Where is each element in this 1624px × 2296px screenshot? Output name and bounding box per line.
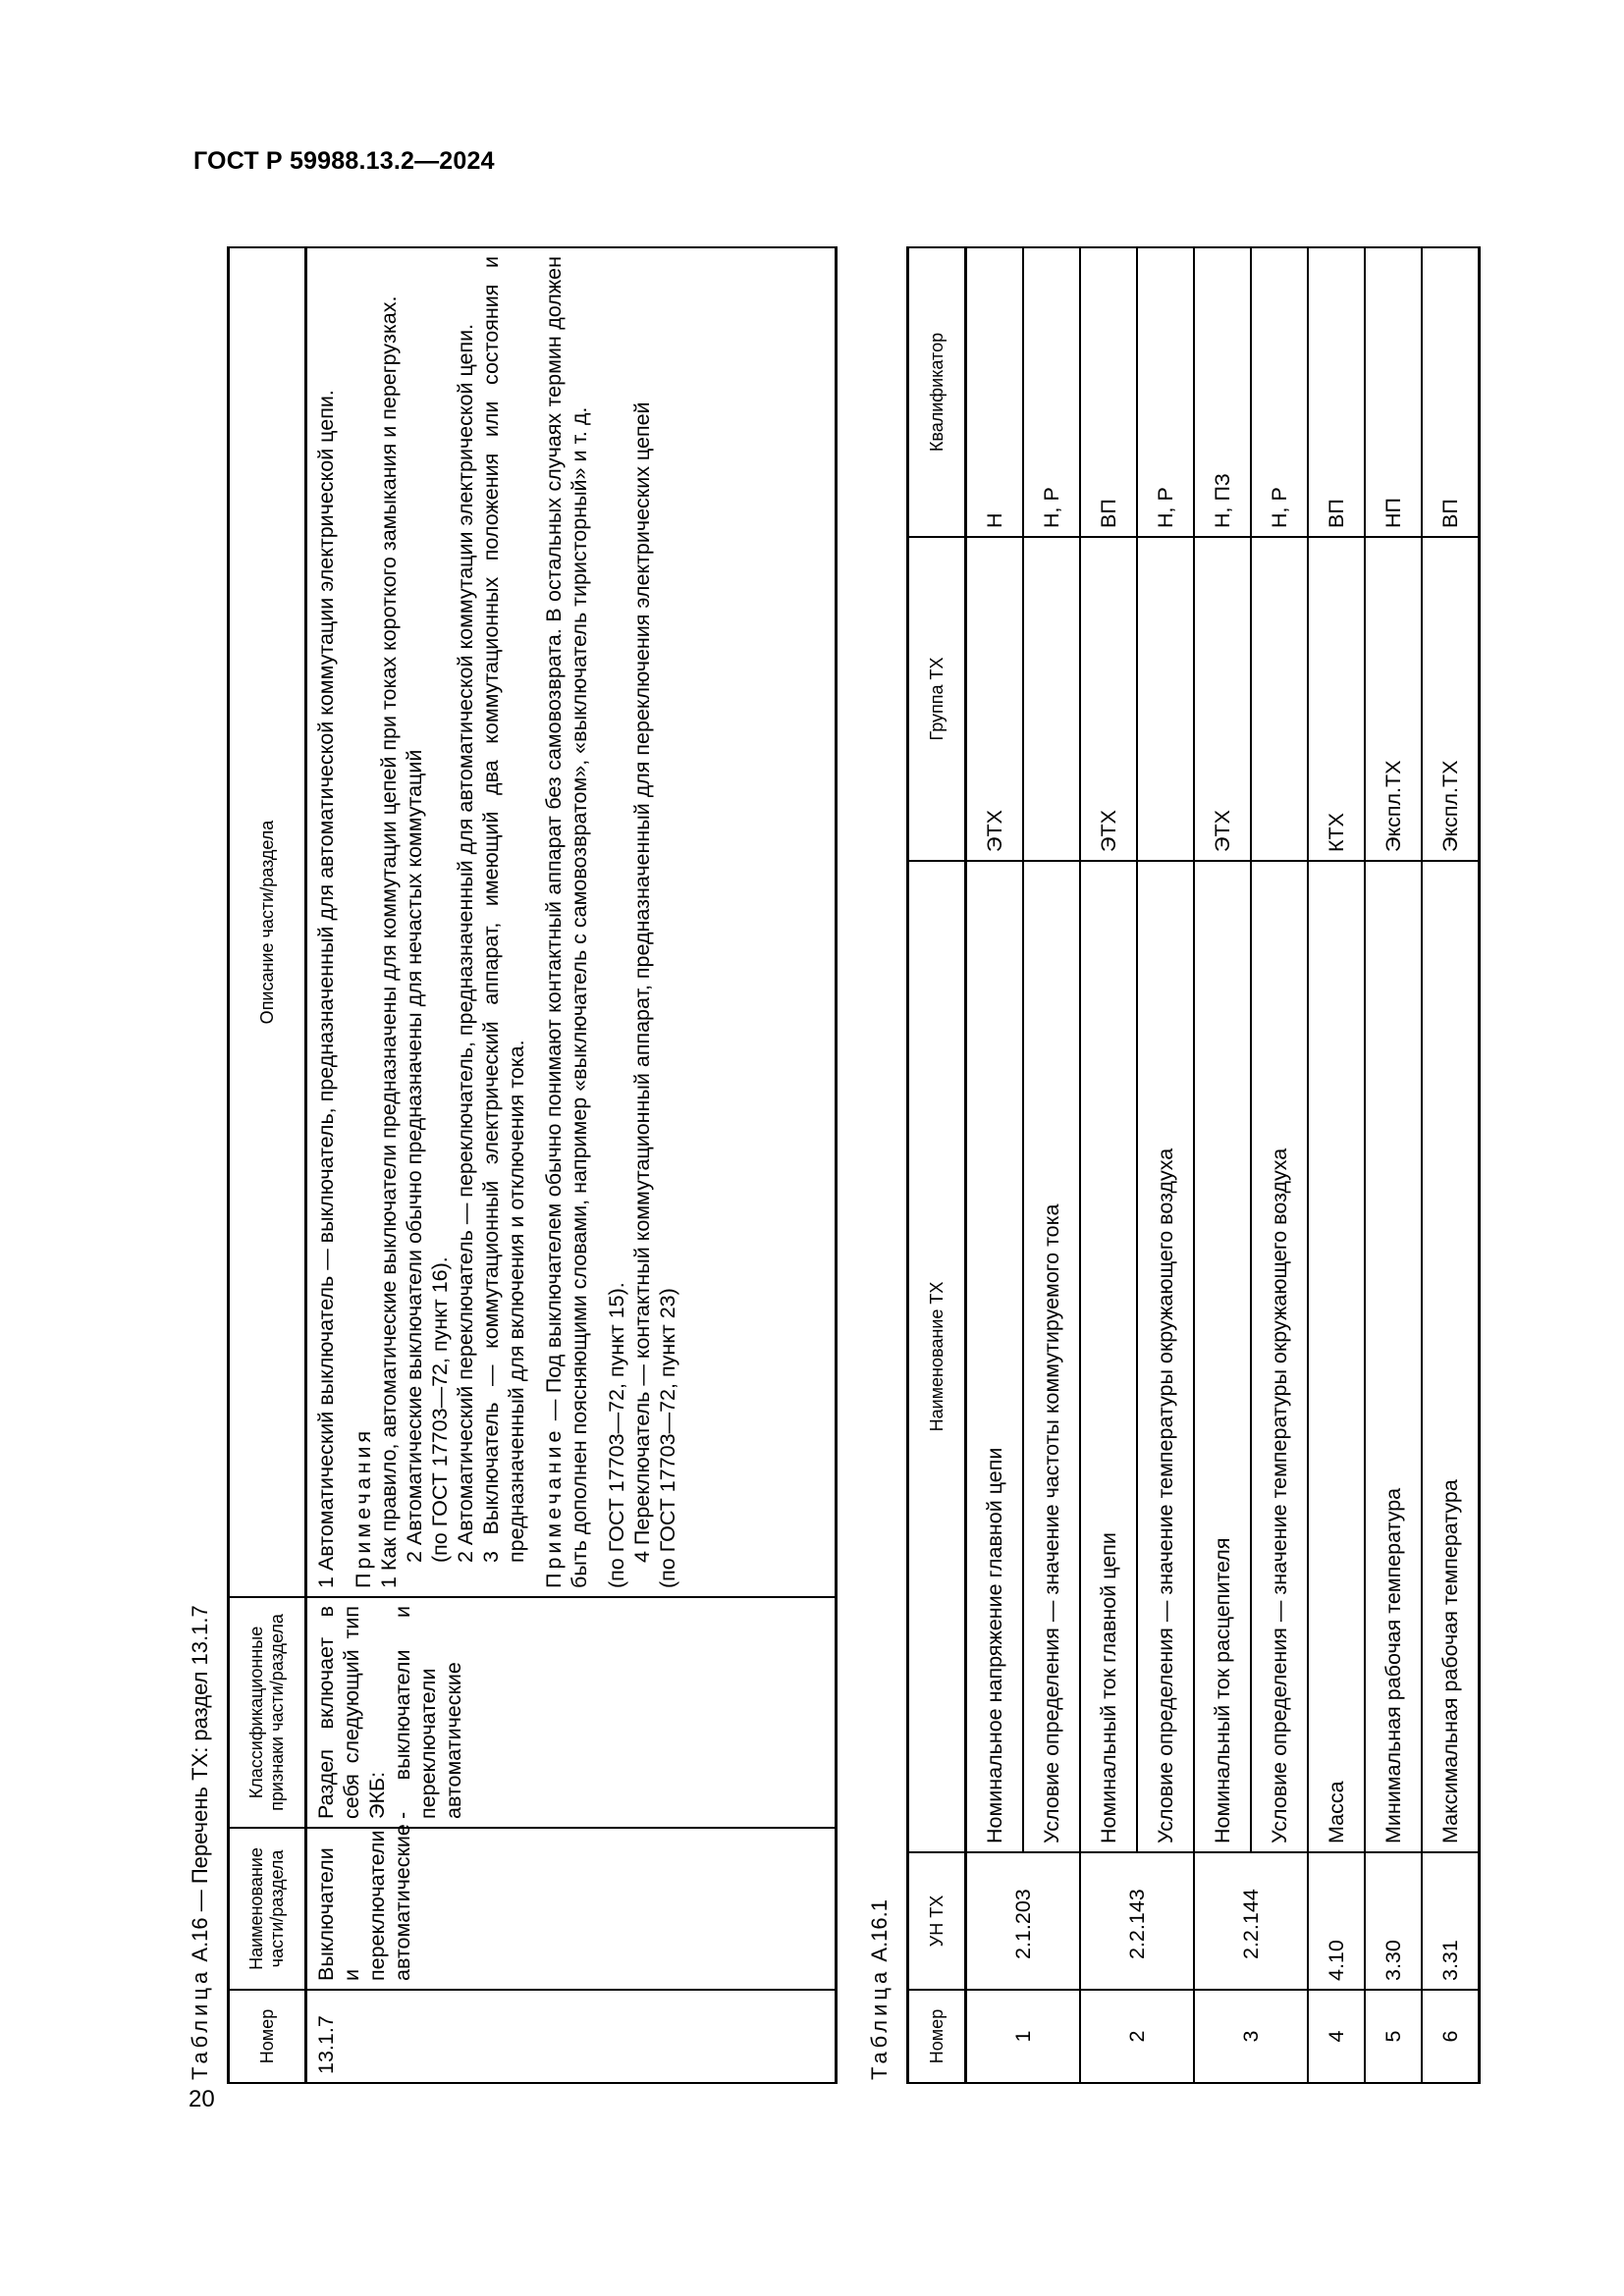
table-header-row [908, 247, 966, 2083]
cell-qualifier: Н, Р [1023, 247, 1080, 537]
caption-text: А.16.1 [867, 1899, 892, 1962]
cell-name: Максимальная рабочая температура [1422, 861, 1480, 1852]
cell-un: 3.30 [1365, 1852, 1422, 1990]
col-header-number: Номер [908, 1990, 966, 2083]
cell-number: 4 [1308, 1990, 1365, 2083]
caption-text: А.16 — Перечень ТХ: раздел 13.1.7 [188, 1605, 212, 1962]
cell-name: Условие определения — значение температуры окружающего воздуха [1137, 861, 1194, 1852]
caption-label: Таблица [867, 1967, 892, 2080]
cell-number: 5 [1365, 1990, 1422, 2083]
cell-un: 2.1.203 [966, 1852, 1081, 1990]
col-header-qualifier: Квалификатор [908, 247, 966, 537]
table-header-row [229, 247, 306, 2083]
cell-un: 2.2.144 [1194, 1852, 1308, 1990]
cell-un: 3.31 [1422, 1852, 1480, 1990]
col-header-description: Описание части/раздела [229, 247, 306, 1597]
table-a161-caption [867, 1899, 893, 2080]
features-line-1: Раздел включает в себя следующий тип ЭКБ: [314, 1606, 389, 1819]
page-number: 20 [189, 2086, 215, 2112]
cell-group: Экспл.ТХ [1365, 537, 1422, 861]
desc-item-2: 2 Автоматический переключатель — переключатель, предназначенный для автоматической коммутации электрической цепи. [454, 323, 477, 1563]
table-row [1023, 247, 1080, 2083]
table-row [1080, 247, 1137, 2083]
table-row [1251, 247, 1308, 2083]
col-header-name: Наименование ТХ [908, 861, 966, 1852]
cell-name: Выключатели и переключатели автоматические [306, 1828, 837, 1990]
cell-qualifier: Н [966, 247, 1024, 537]
cell-name: Минимальная рабочая температура [1365, 861, 1422, 1852]
cell-group: ЭТХ [966, 537, 1024, 861]
table-row [1194, 247, 1251, 2083]
cell-number: 6 [1422, 1990, 1480, 2083]
cell-qualifier: НП [1365, 247, 1422, 537]
cell-name: Условие определения — значение частоты коммутируемого тока [1023, 861, 1080, 1852]
cell-group [1251, 537, 1308, 861]
cell-number: 1 [966, 1990, 1081, 2083]
cell-group: ЭТХ [1080, 537, 1137, 861]
cell-group: Экспл.ТХ [1422, 537, 1480, 861]
cell-number: 2 [1080, 1990, 1194, 2083]
landscape-content [180, 221, 1554, 2086]
cell-un: 4.10 [1308, 1852, 1365, 1990]
ref-2: (по ГОСТ 17703—72, пункт 15). [605, 1282, 628, 1588]
col-header-number: Номер [229, 1990, 306, 2083]
cell-un: 2.2.143 [1080, 1852, 1194, 1990]
table-a16-caption [188, 1605, 213, 2080]
cell-qualifier: Н, Р [1251, 247, 1308, 537]
cell-group: КТХ [1308, 537, 1365, 861]
desc-item-3: 3 Выключатель — коммутационный электрический аппарат, имеющий два коммутационных положения или состояния и предназначенный для включения и отключения тока. [479, 256, 528, 1563]
table-a16 [227, 246, 838, 2084]
table-row [966, 247, 1024, 2083]
cell-qualifier: ВП [1422, 247, 1480, 537]
cell-name: Номинальный ток расцепителя [1194, 861, 1251, 1852]
ref-1: (по ГОСТ 17703—72, пункт 16). [428, 1256, 452, 1563]
cell-qualifier: ВП [1308, 247, 1365, 537]
table-row [1308, 247, 1365, 2083]
cell-qualifier: Н, Р [1137, 247, 1194, 537]
col-header-name: Наименование части/раздела [229, 1828, 306, 1990]
cell-group [1137, 537, 1194, 861]
cell-name: Номинальное напряжение главной цепи [966, 861, 1024, 1852]
cell-group [1023, 537, 1080, 861]
note-2-label: Примечание [542, 1426, 566, 1588]
note-block-2 [541, 256, 592, 1588]
cell-description [306, 247, 837, 1597]
ref-3: (по ГОСТ 17703—72, пункт 23) [656, 1288, 679, 1588]
note-2-text: — Под выключателем обычно понимают контактный аппарат без самовозврата. В остальных случаях термин должен быть дополнен поясняющими словами, например «выключатель с самовозвратом», «выключатель тиристорный» и т. д. [542, 256, 591, 1588]
col-header-group: Группа ТХ [908, 537, 966, 861]
table-row [1365, 247, 1422, 2083]
caption-label: Таблица [188, 1967, 212, 2080]
note-1: 1 Как правило, автоматические выключатели предназначены для коммутации цепей при токах короткого замыкания и перегрузках. [377, 295, 401, 1588]
desc-item-4: 4 Переключатель — контактный коммутационный аппарат, предназначенный для переключения электрических цепей [630, 401, 654, 1563]
cell-name: Условие определения — значение температуры окружающего воздуха [1251, 861, 1308, 1852]
cell-qualifier: Н, ПЗ [1194, 247, 1251, 537]
table-row [1137, 247, 1194, 2083]
features-line-2: - выключатели и переключатели автоматические [391, 1606, 465, 1819]
notes-label: Примечания [352, 1426, 375, 1588]
col-header-un: УН ТХ [908, 1852, 966, 1990]
cell-name: Масса [1308, 861, 1365, 1852]
document-header: ГОСТ Р 59988.13.2—2024 [193, 147, 495, 175]
table-row [1422, 247, 1480, 2083]
col-header-features: Классификационные признаки части/раздела [229, 1597, 306, 1828]
cell-number: 13.1.7 [306, 1990, 837, 2083]
cell-qualifier: ВП [1080, 247, 1137, 537]
cell-group: ЭТХ [1194, 537, 1251, 861]
desc-item-1: 1 Автоматический выключатель — выключатель, предназначенный для автоматической коммутации электрической цепи. [314, 390, 338, 1588]
note-2: 2 Автоматические выключатели обычно предназначены для нечастых коммутаций [403, 749, 426, 1563]
table-a161 [906, 246, 1481, 2084]
table-row [306, 247, 837, 2083]
cell-number: 3 [1194, 1990, 1308, 2083]
cell-name: Номинальный ток главной цепи [1080, 861, 1137, 1852]
cell-features [306, 1597, 837, 1828]
